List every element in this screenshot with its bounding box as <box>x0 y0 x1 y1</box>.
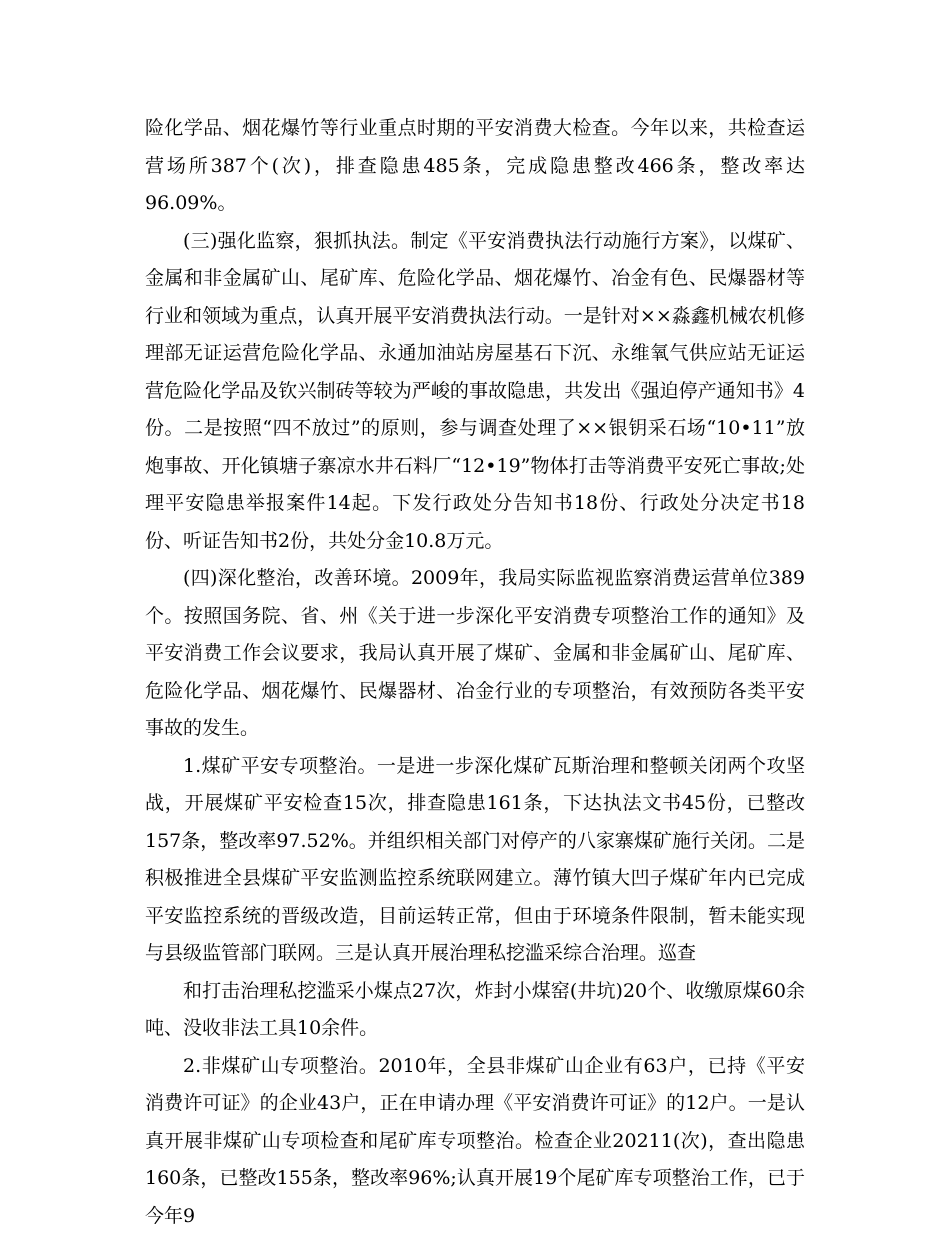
paragraph-4: 1.煤矿平安专项整治。一是进一步深化煤矿瓦斯治理和整顿关闭两个攻坚战，开展煤矿平安检查15次，排查隐患161条，下达执法文书45份，已整改157条，整改率97.52%。并组织相关部门对停产的八家寨煤矿施行关闭。二是积极推进全县煤矿平安监测监控系统联网建立。薄竹镇大凹子煤矿年内已完成平安监控系统的晋级改造，目前运转正常，但由于环境条件限制，暂未能实现与县级监管部门联网。三是认真开展治理私挖滥采综合治理。巡查 <box>145 748 805 973</box>
paragraph-3: (四)深化整治，改善环境。2009年，我局实际监视监察消费运营单位389个。按照国务院、省、州《关于进一步深化平安消费专项整治工作的通知》及平安消费工作会议要求，我局认真开展了煤矿、金属和非金属矿山、尾矿库、危险化学品、烟花爆竹、民爆器材、冶金行业的专项整治，有效预防各类平安事故的发生。 <box>145 560 805 748</box>
paragraph-6: 2.非煤矿山专项整治。2010年，全县非煤矿山企业有63户，已持《平安消费许可证》的企业43户，正在申请办理《平安消费许可证》的12户。一是认真开展非煤矿山专项检查和尾矿库专项整治。检查企业20211(次)，查出隐患160条，已整改155条，整改率96%;认真开展19个尾矿库专项整治工作，已于今年9 <box>145 1048 805 1235</box>
document-body <box>145 110 805 1235</box>
paragraph-5: 和打击治理私挖滥采小煤点27次，炸封小煤窑(井坑)20个、收缴原煤60余吨、没收非法工具10余件。 <box>145 973 805 1048</box>
paragraph-1: 险化学品、烟花爆竹等行业重点时期的平安消费大检查。今年以来，共检查运营场所387个(次)，排查隐患485条，完成隐患整改466条，整改率达96.09%。 <box>145 110 805 223</box>
paragraph-2: (三)强化监察，狠抓执法。制定《平安消费执法行动施行方案》，以煤矿、金属和非金属矿山、尾矿库、危险化学品、烟花爆竹、冶金有色、民爆器材等行业和领域为重点，认真开展平安消费执法行动。一是针对××淼鑫机械农机修理部无证运营危险化学品、永通加油站房屋基石下沉、永维氧气供应站无证运营危险化学品及钦兴制砖等较为严峻的事故隐患，共发出《强迫停产通知书》4份。二是按照“四不放过”的原则，参与调查处理了××银钥采石场“10•11”放炮事故、开化镇塘子寨凉水井石料厂“12•19”物体打击等消费平安死亡事故;处理平安隐患举报案件14起。下发行政处分告知书18份、行政处分决定书18份、听证告知书2份，共处分金10.8万元。 <box>145 223 805 561</box>
